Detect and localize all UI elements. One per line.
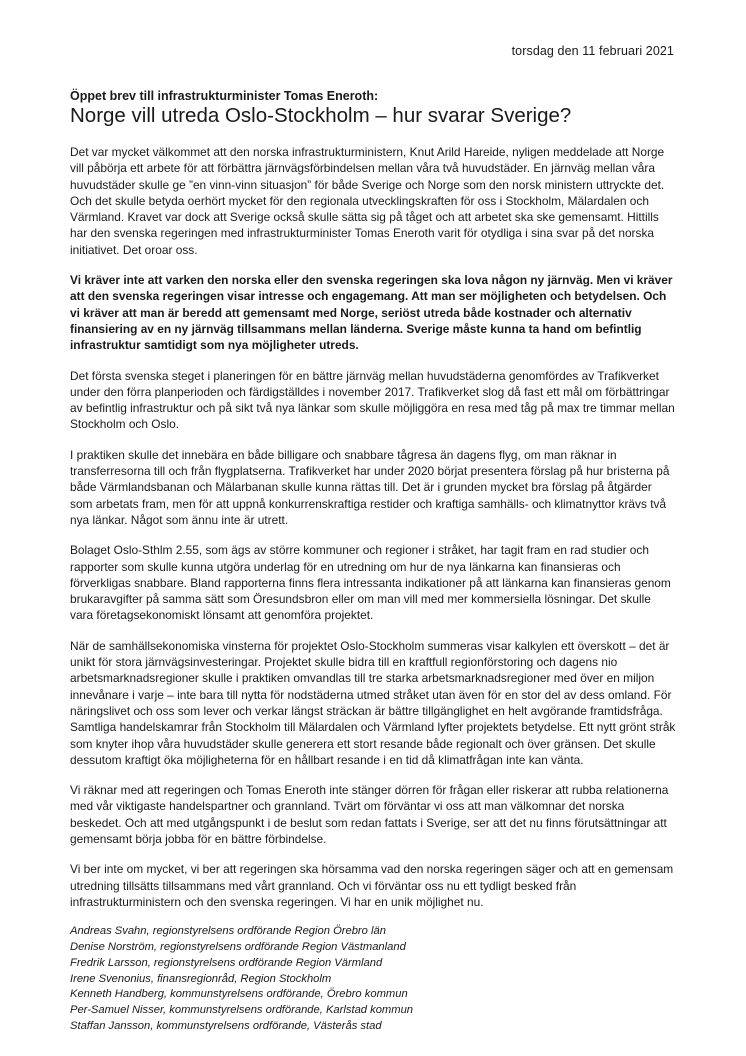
paragraph-trafikverket: Det första svenska steget i planeringen för en bättre järnväg mellan huvudstäderna genomfördes av Trafikverket under den förra planperioden och färdigställdes i november 2017. Trafikverket slog då fast ett mål om förbättringar av befintlig infrastruktur och på sikt två nya länkar som skulle möjliggöra en resa med tåg på max tre timmar mellan Stockholm och Oslo.	[70, 368, 675, 432]
paragraph-closing: Vi ber inte om mycket, vi ber att regeringen ska hörsamma vad den norska regeringen säger och att en gemensam utredning tillsätts tillsammans med vårt grannland. Och vi förväntar oss nu ett tydligt besked från infrastrukturministern och den svenska regeringen. Vi har en unik möjlighet nu.	[70, 862, 674, 909]
signature-line: Per-Samuel Nisser, kommunstyrelsens ordförande, Karlstad kommun	[70, 1004, 414, 1017]
signature-line: Andreas Svahn, regionstyrelsens ordförande Region Örebro län	[70, 925, 386, 938]
signature-line: Staffan Jansson, kommunstyrelsens ordförande, Västerås stad	[70, 1019, 382, 1032]
signature-line: Denise Norström, regionstyrelsens ordförande Region Västmanland	[70, 940, 406, 953]
signature-line: Irene Svenonius, finansregionråd, Region Stockholm	[70, 972, 332, 985]
paragraph-oslo-sthlm-bolaget: Bolaget Oslo-Sthlm 2.55, som ägs av större kommuner och regioner i stråket, har tagit fram en rad studier och rapporter som skulle kunna utgöra underlag för en utredning om hur de nya länkarna kan finansieras och förverkligas snabbare. Bland rapporterna finns flera intressanta indikationer på att länkarna kan finansieras genom brukaravgifter på samma sätt som Öresundsbron eller om man vill med mer kommersiella lösningar. Det skulle vara företagsekonomiskt lönsamt att genomföra projektet.	[70, 543, 671, 623]
paragraph-demands: Vi kräver inte att varken den norska eller den svenska regeringen ska lova någon ny järnväg. Men vi kräver att den svenska regeringen visar intresse och engagemang. Att man ser möjligheten och betydelsen. Och vi kräver att man är beredd att gemensamt med Norge, seriöst utreda både kostnader och alternativ finansiering av en ny järnväg tillsammans mellan länderna. Sverige måste kunna ta hand om befintlig infrastruktur samtidigt som nya möjligheter utreds.	[70, 273, 673, 353]
paragraph-economics: När de samhällsekonomiska vinsterna för projektet Oslo-Stockholm summeras visar kalkylen ett överskott – det är unikt för stora järnvägsinvesteringar. Projektet skulle bidra till en kraftfull regionförstoring och dagens nio arbetsmarknadsregioner skulle i praktiken omvandlas till tre starka arbetsmarknadsregioner med över en miljon innevånare i varje – inte bara till nytta för nodstäderna utmed stråket utan även för en stor del av dess omland. För näringslivet och oss som lever och verkar längst sträckan är bättre tillgänglighet en helt avgörande framtidsfråga. Samtliga handelskamrar från Stockholm till Mälardalen och Värmland lyfter projektets betydelse. Ett nytt grönt stråk som knyter ihop våra huvudstäder skulle generera ett stort resande både regionalt och över gränsen. Det skulle dessutom kraftigt öka möjligheterna för en hållbart resande i en tid då klimatfrågan inte kan vänta.	[70, 638, 676, 767]
signature-list	[70, 924, 676, 1035]
letter-kicker: Öppet brev till infrastrukturminister Tomas Eneroth:	[70, 89, 379, 103]
letter-headline: Norge vill utreda Oslo-Stockholm – hur svarar Sverige?	[70, 104, 572, 127]
paragraph-intro: Det var mycket välkommet att den norska infrastrukturministern, Knut Arild Hareide, nyligen meddelade att Norge vill påbörja ett arbete för att förbättra järnvägsförbindelsen mellan våra två huvudstäder. En järnväg mellan våra huvudstäder skulle ge ”en vinn-vinn situasjon” för både Sverige och Norge som den norsk ministern uttryckte det. Och det skulle betyda oerhört mycket för den regionala utvecklingskraften för oss i Stockholm, Mälardalen och Värmland. Kravet var dock att Sverige också skulle sätta sig på tåget och att arbetet ska ske gemensamt. Hittills har den svenska regeringen med infrastrukturminister Tomas Eneroth varit för otydliga i sina svar på det norska initiativet. Det oroar oss.	[70, 145, 665, 257]
paragraph-expectation: Vi räknar med att regeringen och Tomas Eneroth inte stänger dörren för frågan eller riskerar att rubba relationerna med vår viktigaste handelspartner och grannland. Tvärt om förväntar vi oss att man välkomnar det norska beskedet. Och att med utgångspunkt i de beslut som redan fattats i Sverige, ser att det nu finns förutsättningar att gemensamt börja jobba för en bättre förbindelse.	[70, 783, 669, 846]
letter-body	[70, 88, 676, 1035]
signature-line: Kenneth Handberg, kommunstyrelsens ordförande, Örebro kommun	[70, 988, 408, 1001]
signature-line: Fredrik Larsson, regionstyrelsens ordförande Region Värmland	[70, 956, 383, 969]
letter-date: torsdag den 11 februari 2021	[511, 44, 674, 58]
paragraph-practice: I praktiken skulle det innebära en både billigare och snabbare tågresa än dagens flyg, om man räknar in transferresorna till och från flygplatserna. Trafikverket har under 2020 börjat presentera förslag på hur bristerna på både Värmlandsbanan och Mälarbanan skulle kunna rättas till. Det är i grunden mycket bra förslag på åtgärder som arbetats fram, men för att uppnå konkurrenskraftiga restider och kraftiga samhälls- och klimatnyttor krävs två nya länkar. Något som ännu inte är utrett.	[70, 447, 670, 527]
